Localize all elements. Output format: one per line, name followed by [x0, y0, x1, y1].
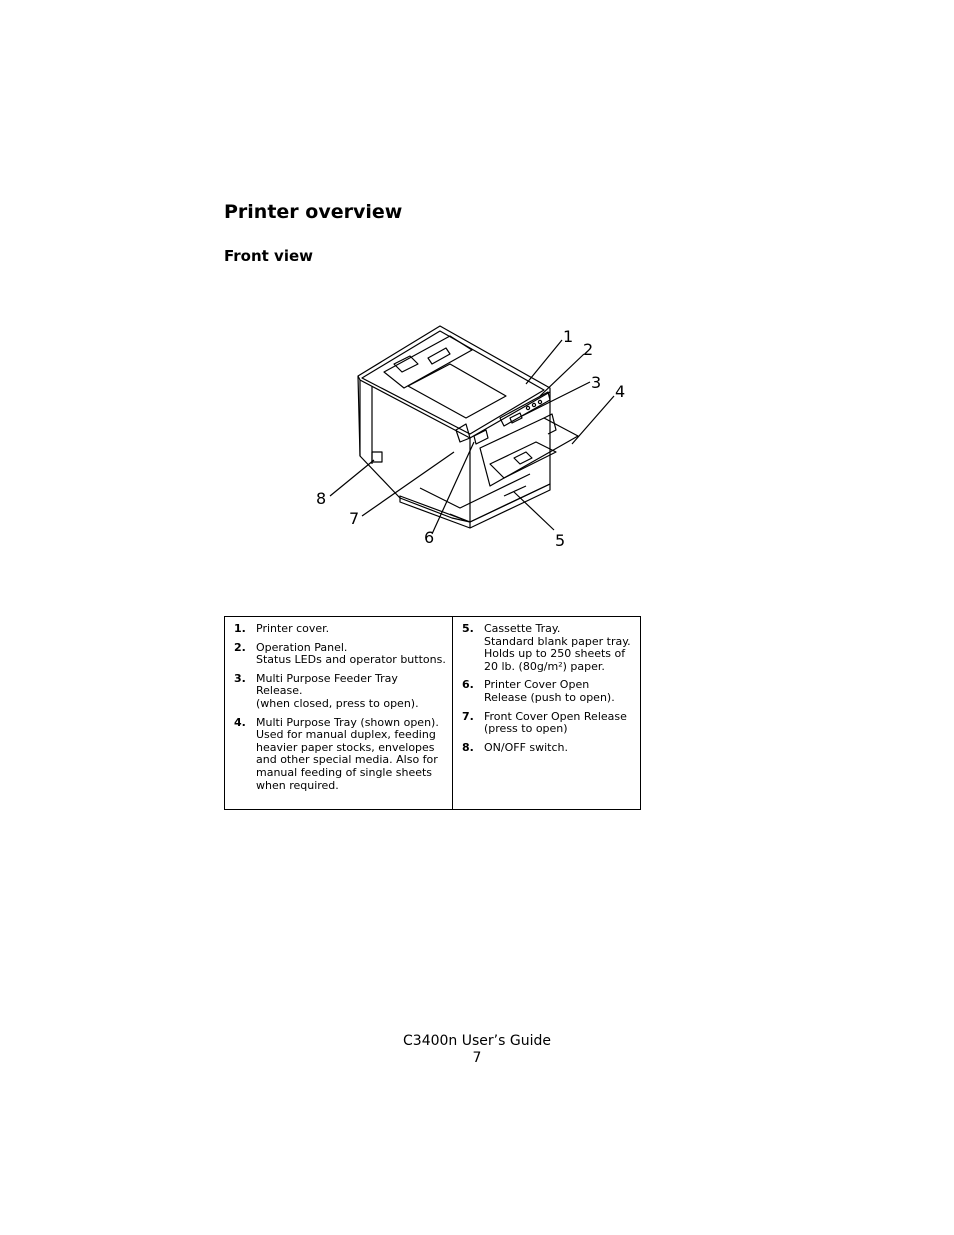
legend-column-left — [225, 617, 453, 809]
legend-text: ON/OFF switch. — [484, 740, 569, 754]
legend-number: 4. — [234, 715, 246, 729]
printer-illustration — [300, 318, 640, 558]
legend-number: 6. — [462, 678, 474, 692]
callout-6: 6 — [424, 528, 435, 547]
legend-text: Operation Panel. Status LEDs and operator buttons. — [256, 640, 446, 667]
printer-front-view-figure — [300, 318, 640, 558]
page-number: 7 — [472, 1050, 482, 1066]
legend-number: 2. — [234, 640, 246, 654]
legend-text: Printer cover. — [256, 622, 330, 635]
legend-number: 1. — [234, 622, 246, 635]
legend-item — [462, 679, 634, 704]
legend-text: Multi Purpose Feeder Tray Release. (when closed, press to open). — [256, 671, 419, 710]
legend-column-right — [453, 617, 640, 809]
legend-text: Multi Purpose Tray (shown open). Used for manual duplex, feeding heavier paper stocks, envelopes and other special media. Also for manual feeding of single sheets when required. — [256, 715, 439, 792]
legend-item — [234, 623, 446, 636]
legend-text: Cassette Tray. Standard blank paper tray. Holds up to 250 sheets of 20 lb. (80g/m²) paper. — [484, 622, 631, 673]
callout-4: 4 — [615, 382, 626, 401]
callout-2: 2 — [583, 340, 594, 359]
callout-5: 5 — [555, 531, 566, 550]
legend-number: 7. — [462, 709, 474, 723]
legend-item — [234, 717, 446, 793]
legend-item — [234, 642, 446, 667]
legend-number: 5. — [462, 622, 474, 635]
legend-item — [462, 623, 634, 673]
legend-item — [234, 673, 446, 711]
page-title: Printer overview — [224, 201, 403, 223]
section-title: Front view — [224, 247, 314, 265]
legend-number: 8. — [462, 740, 474, 754]
legend-item — [462, 742, 634, 755]
legend-number: 3. — [234, 671, 246, 685]
callout-7: 7 — [349, 509, 360, 528]
parts-legend-table — [224, 616, 641, 810]
callout-3: 3 — [591, 373, 602, 392]
callout-1: 1 — [563, 327, 574, 346]
callout-8: 8 — [316, 489, 327, 508]
legend-text: Printer Cover Open Release (push to open). — [484, 678, 615, 704]
guide-title: C3400n User’s Guide — [403, 1033, 551, 1049]
page-footer — [0, 1033, 954, 1067]
legend-item — [462, 711, 634, 736]
legend-text: Front Cover Open Release (press to open) — [484, 709, 627, 736]
